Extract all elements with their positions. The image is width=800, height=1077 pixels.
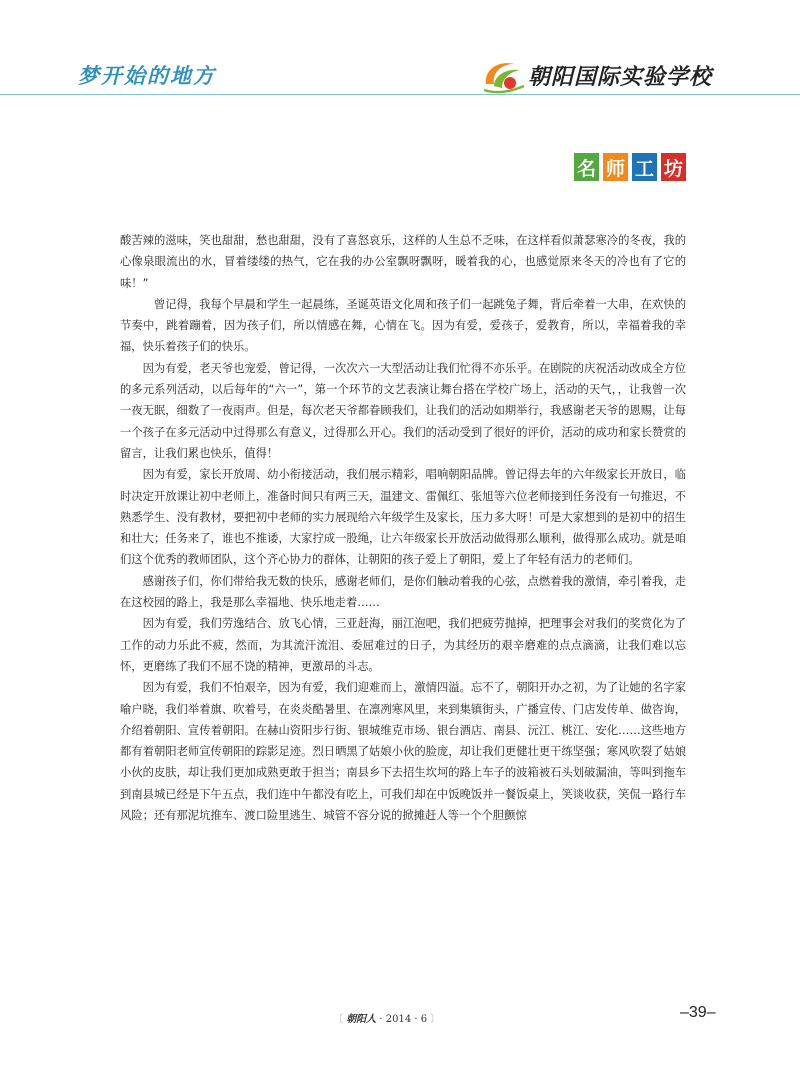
section-banner-char-3: 工: [632, 153, 657, 181]
section-banner-char-2: 师: [603, 153, 628, 181]
footer-magazine-name: 朝阳人: [346, 1014, 377, 1025]
section-banner: [574, 153, 686, 181]
header-slogan: 梦开始的地方: [78, 63, 216, 88]
footer-dot: ·: [379, 1014, 383, 1025]
article-paragraph: 因为有爱，家长开放周、幼小衔接活动，我们展示精彩，唱响朝阳品牌。曾记得去年的六年级家长开放日，临时决定开放课让初中老师上，准备时间只有两三天，温建文、雷佩红、张旭等六位老师接到任务没有一句推迟，不熟悉学生、没有教材，要把初中老师的实力展现给六年级学生及家长，压力多大呀！可是大家想到的是初中的招生和壮大；任务来了，谁也不推诿，大家拧成一股绳，让六年级家长开放活动做得那么顺利，做得那么成功。就是咱们这个优秀的教师团队，这个齐心协力的群体，让朝阳的孩子爱上了朝阳，爱上了年轻有活力的老师们。: [120, 468, 686, 567]
footer-issue-number: 2014 · 6: [385, 1014, 428, 1025]
article-paragraph: 曾记得，我每个早晨和学生一起晨练，圣诞英语文化周和孩子们一起跳兔子舞，背后牵着一大串，在欢快的节奏中，跳着蹦着，因为孩子们，所以情感在舞，心情在飞。因为有爱，爱孩子，爱教育，所以，幸福着我的幸福，快乐着孩子们的快乐。: [120, 297, 686, 354]
article-paragraph: 酸苦辣的滋味，笑也甜甜，愁也甜甜，没有了喜怒哀乐，这样的人生总不乏味，在这样看似萧瑟寒冷的冬夜，我的心像泉眼流出的水，冒着缕缕的热气，它在我的办公室飘呀飘呀，暖着我的心，也感觉原来冬天的冷也有了它的味！”: [120, 234, 686, 290]
article-paragraph: 因为有爱，老天爷也宠爱，曾记得，一次次六一大型活动让我们忙得不亦乐乎。在剧院的庆祝活动改成全方位的多元系列活动，以后每年的“六一”，第一个环节的文艺表演让舞台搭在学校广场上，活动的天气，，让我曾一次一夜无眠，细数了一夜雨声。但是，每次老天爷都眷顾我们，让我们的活动如期举行，我感谢老天爷的恩赐，让每一个孩子在多元活动中过得那么有意义，过得那么开心。我们的活动受到了很好的评价，活动的成功和家长赞赏的留言，让我们累也快乐，值得！: [120, 361, 686, 460]
page-number: –39–: [680, 1004, 716, 1021]
footer-issue: [333, 1010, 440, 1025]
article-paragraph: 因为有爱，我们劳逸结合、放飞心情，三亚赶海，丽江泡吧，我们把疲劳抛掉，把理事会对我们的奖赏化为了工作的动力乐此不疲，然而，为其流汗流泪、委屈难过的日子，为其经历的艰辛磨难的点点滴滴，让我们难以忘怀，更磨练了我们不屈不饶的精神，更激昂的斗志。: [120, 617, 686, 673]
article-body: [120, 230, 686, 826]
header-divider: [0, 94, 800, 95]
article-paragraph: 感谢孩子们，你们带给我无数的快乐，感谢老师们，是你们触动着我的心弦，点燃着我的激情，牵引着我，走在这校园的路上，我是那么幸福地、快乐地走着……: [120, 574, 686, 610]
school-logo-icon: [480, 56, 526, 96]
page-header: [0, 0, 800, 96]
footer-bracket-close: 〕: [430, 1014, 441, 1025]
section-banner-char-4: 坊: [661, 153, 686, 181]
school-name: 朝阳国际实验学校: [528, 64, 713, 90]
footer-bracket-open: 〔: [333, 1014, 343, 1025]
section-banner-char-1: 名: [574, 153, 599, 181]
article-paragraph: 因为有爱，我们不怕艰辛，因为有爱，我们迎难而上，激情四溢。忘不了，朝阳开办之初，为了让她的名字家喻户晓，我们举着旗、吹着号，在炎炎酷暑里、在凛冽寒风里，来到集镇街头，广播宣传、门店发传单、做咨询，介绍着朝阳、宣传着朝阳。在赫山资阳步行街、银城维克市场、银台酒店、南县、沅江、桃江、安化……这些地方都有着朝阳老师宣传朝阳的踪影足迹。烈日晒黑了姑娘小伙的脸庞，却让我们更健壮更干练坚强；寒风吹裂了姑娘小伙的皮肤，却让我们更加成熟更敢于担当；南县乡下去招生坎坷的路上车子的波箱被石头划破漏油，等叫到拖车到南县城已经是下午五点，我们连中午都没有吃上，可我们却在中饭晚饭并一餐饭桌上，笑谈收获，笑侃一路行车风险；还有那泥坑推车、渡口险里逃生、城管不容分说的掀摊赶人等一个个胆颤惊: [120, 681, 686, 823]
